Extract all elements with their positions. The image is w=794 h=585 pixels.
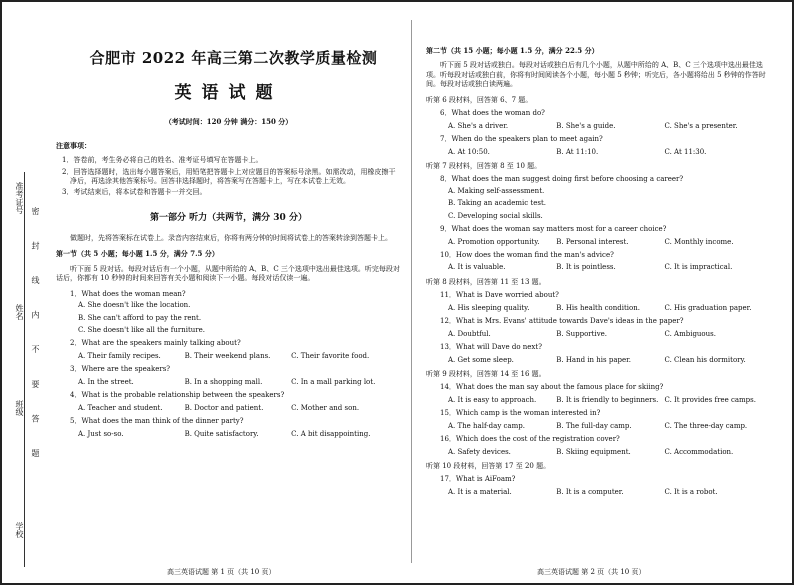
question — [426, 291, 776, 313]
seal-margin — [12, 22, 38, 567]
question-stem: 10．How does the woman find the man's advice? — [440, 251, 614, 259]
question-stem: 15．Which camp is the woman interested in? — [440, 409, 601, 418]
options-group — [426, 396, 776, 405]
footer-left: 高三英语试题 第 1 页（共 10 页） — [167, 568, 276, 576]
question-stem: 13．What will Dave do next? — [440, 343, 542, 352]
option-b: B. Quite satisfactory. — [184, 429, 259, 438]
question — [426, 343, 776, 365]
option-a: A. Promotion opportunity. — [448, 237, 540, 246]
options-group — [426, 148, 776, 157]
question — [426, 225, 776, 247]
class-label: 班级 — [15, 400, 24, 416]
option-c: C. It is impractical. — [664, 263, 733, 272]
option-b: B. Doctor and patient. — [184, 403, 264, 412]
question-stem: 4．What is the probable relationship between the speakers? — [70, 391, 285, 400]
option-c: C. It provides free camps. — [664, 395, 756, 404]
material-instruction: 听第 7 段材料，回答第 8 至 10 题。 — [426, 161, 542, 170]
question — [56, 339, 401, 361]
question-stem: 8．What does the man suggest doing first before choosing a career? — [440, 175, 684, 184]
option-c: C. It is a robot. — [664, 487, 718, 496]
option-b: B. Taking an academic test. — [448, 199, 546, 208]
note-item: 2．回答选择题时，选出每小题答案后，用铅笔把答题卡上对应题目的答案标号涂黑。如需改动，用橡皮擦干净后，再选涂其他答案标号。回答非选择题时，将答案写在答题卡上，写在本试卷上无效。 — [62, 167, 396, 185]
option-b: B. The full-day camp. — [556, 421, 632, 430]
question-stem: 12．What is Mrs. Evans' attitude towards Dave's ideas in the paper? — [440, 317, 684, 326]
options-group — [426, 304, 776, 313]
question — [426, 435, 776, 457]
option-a: A. In the street. — [78, 377, 134, 386]
question-stem: 7．When do the speakers plan to meet again? — [440, 135, 603, 144]
seal-line — [24, 172, 25, 567]
option-b: B. Skiing equipment. — [556, 447, 631, 456]
options-group — [56, 352, 401, 361]
option-c: C. The three-day camp. — [664, 421, 748, 430]
question — [426, 383, 776, 405]
option-c: C. A bit disappointing. — [291, 429, 371, 438]
option-b: B. It is friendly to beginners. — [556, 395, 659, 404]
school-label: 学校 — [15, 522, 24, 538]
section2-heading: 第二节（共 15 小题；每小题 1.5 分，满分 22.5 分） — [426, 46, 599, 55]
part1-intro: 做题时，先将答案标在试卷上。录音内容结束后，你将有两分钟的时间将试卷上的答案转涂到答题卡上。 — [70, 233, 392, 242]
question-stem: 9．What does the woman say matters most for a career choice? — [440, 225, 667, 234]
material-instruction: 听第 9 段材料，回答第 14 至 16 题。 — [426, 369, 546, 378]
question — [426, 409, 776, 431]
section1-intro: 听下面 5 段对话。每段对话后有一个小题，从题中所给的 A、B、C 三个选项中选出最佳选项。听完每段对话后，你都有 10 秒钟的时间来回答有关小题和阅读下一小题。每段对话仅读一遍。 — [56, 264, 400, 283]
option-a: A. Teacher and student. — [78, 403, 163, 412]
options-group — [426, 187, 776, 221]
question-stem: 14．What does the man say about the famous place for skiing? — [440, 383, 664, 392]
option-c: C. She doesn't like all the furniture. — [78, 326, 206, 335]
option-a: A. Their family recipes. — [78, 351, 161, 360]
question-stem: 3．Where are the speakers? — [70, 365, 171, 374]
option-a: A. His sleeping quality. — [448, 303, 530, 312]
question-stem: 16．Which does the cost of the registration cover? — [440, 435, 620, 444]
option-a: A. Get some sleep. — [448, 355, 514, 364]
option-c: C. Their favorite food. — [291, 351, 370, 360]
subject-title: 英语试题 — [174, 83, 283, 104]
question-stem: 6．What does the woman do? — [440, 109, 545, 118]
section2-intro: 听下面 5 段对话或独白。每段对话或独白后有几个小题，从题中所给的 A、B、C 三个选项中选出最佳选项。听每段对话或独白前，你将有时间阅读各个小题，每小题 5 秒钟；听完后，各小题将给出 5 秒钟的作答时间。每段对话或独白读两遍。 — [426, 61, 766, 89]
option-b: B. Personal interest. — [556, 237, 629, 246]
option-c: C. Developing social skills. — [448, 211, 543, 220]
option-a: A. The half-day camp. — [448, 421, 525, 430]
seal-line-text: 密 封 线 内 不 要 答 题 — [31, 207, 40, 469]
option-b: B. At 11:10. — [556, 147, 599, 156]
option-b: B. It is pointless. — [556, 263, 616, 272]
option-a: A. It is a material. — [448, 487, 512, 496]
options-group — [56, 301, 401, 335]
footer-right: 高三英语试题 第 2 页（共 10 页） — [537, 568, 646, 576]
notes-list — [56, 156, 401, 198]
question-stem: 2．What are the speakers mainly talking about? — [70, 339, 241, 348]
note-item: 1．答卷前，考生务必将自己的姓名、准考证号填写在答题卡上。 — [62, 156, 263, 165]
question — [426, 175, 776, 221]
options-group — [426, 422, 776, 431]
option-a: A. At 10:50. — [448, 147, 490, 156]
exam-title: 合肥市 2022 年高三第二次教学质量检测 — [89, 49, 378, 67]
question-stem: 17．What is AiFoam? — [440, 475, 516, 484]
option-a: A. Safety devices. — [448, 447, 511, 456]
option-a: A. It is easy to approach. — [448, 395, 537, 404]
option-b: B. Supportive. — [556, 329, 608, 338]
options-group — [426, 448, 776, 457]
option-a: A. Doubtful. — [448, 329, 491, 338]
material-instruction: 听第 10 段材料，回答第 17 至 20 题。 — [426, 462, 551, 470]
left-column — [56, 48, 401, 443]
option-a: A. She doesn't like the location. — [78, 301, 191, 310]
option-b: B. Their weekend plans. — [184, 351, 271, 360]
material-instruction: 听第 6 段材料，回答第 6、7 题。 — [426, 95, 533, 104]
option-a: A. Making self-assessment. — [448, 186, 545, 195]
option-b: B. She's a guide. — [556, 121, 616, 130]
option-a: A. It is valuable. — [448, 263, 506, 272]
section1-heading: 第一节（共 5 小题；每小题 1.5 分，满分 7.5 分） — [56, 249, 219, 259]
question — [426, 475, 776, 497]
question — [426, 135, 776, 157]
question-stem: 11．What is Dave worried about? — [440, 291, 559, 300]
option-c: C. At 11:30. — [664, 147, 707, 156]
question — [56, 391, 401, 413]
right-column — [426, 46, 776, 499]
part1-heading: 第一部分 听力（共两节，满分 30 分） — [150, 212, 307, 223]
question — [426, 109, 776, 131]
option-b: B. In a shopping mall. — [184, 377, 263, 386]
material-instruction: 听第 8 段材料，回答第 11 至 13 题。 — [426, 277, 546, 286]
options-group — [426, 356, 776, 365]
option-b: B. Hand in his paper. — [556, 355, 631, 364]
options-group — [56, 404, 401, 413]
option-b: B. It is a computer. — [556, 487, 624, 496]
name-label: 姓名 — [15, 304, 24, 320]
note-item: 3．考试结束后，将本试卷和答题卡一并交回。 — [62, 188, 207, 197]
option-c: C. His graduation paper. — [664, 303, 752, 312]
options-group — [56, 430, 401, 439]
option-a: A. She's a driver. — [448, 121, 509, 130]
options-group — [56, 378, 401, 387]
option-c: C. Clean his dormitory. — [664, 355, 746, 364]
question — [56, 417, 401, 439]
options-group — [426, 263, 776, 272]
options-group — [426, 238, 776, 247]
question-stem: 5．What does the man think of the dinner party? — [70, 417, 244, 426]
notes-heading: 注意事项： — [56, 140, 91, 150]
option-b: B. His health condition. — [556, 303, 640, 312]
option-c: C. She's a presenter. — [664, 121, 738, 130]
question — [56, 365, 401, 387]
options-group — [426, 330, 776, 339]
exam-meta: （考试时间：120 分钟 满分：150 分） — [164, 117, 293, 127]
right-questions — [426, 96, 776, 498]
question — [426, 317, 776, 339]
option-c: C. Monthly income. — [664, 237, 734, 246]
column-divider — [411, 20, 412, 563]
exam-number-label: 准考证号 — [15, 182, 24, 214]
options-group — [426, 122, 776, 131]
left-questions — [56, 290, 401, 439]
option-b: B. She can't afford to pay the rent. — [78, 313, 202, 322]
option-c: C. Mother and son. — [291, 403, 360, 412]
question-stem: 1．What does the woman mean? — [70, 289, 186, 298]
option-a: A. Just so-so. — [78, 429, 124, 438]
options-group — [426, 488, 776, 497]
option-c: C. Ambiguous. — [664, 329, 716, 338]
option-c: C. Accommodation. — [664, 447, 734, 456]
question — [56, 290, 401, 336]
option-c: C. In a mall parking lot. — [291, 377, 376, 386]
question — [426, 251, 776, 273]
